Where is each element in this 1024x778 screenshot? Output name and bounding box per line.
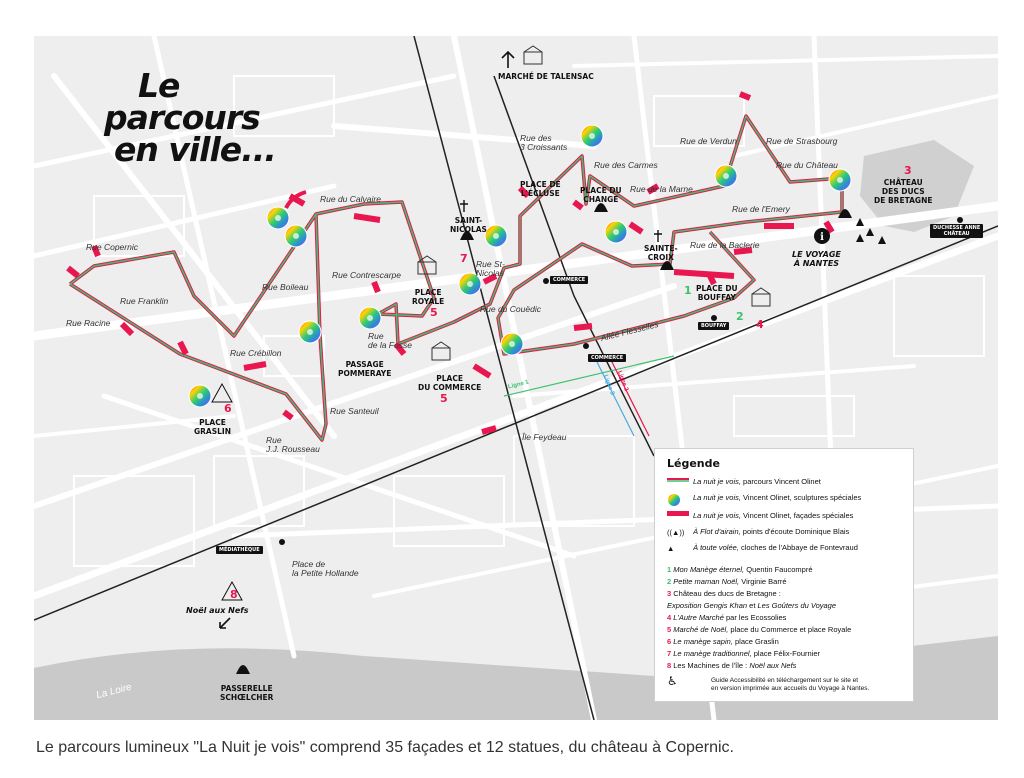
loire-label: La Loire bbox=[95, 681, 133, 702]
legend-item-1: 1 Mon Manège éternel, Quentin Faucompré bbox=[667, 565, 813, 574]
place-saint-nicolas: SAINT- NICOLAS bbox=[450, 216, 487, 234]
map-legend bbox=[654, 448, 914, 702]
street-copernic: Rue Copernic bbox=[86, 242, 138, 252]
street-crebillon: Rue Crébillon bbox=[230, 348, 282, 358]
marker-1: 1 bbox=[684, 284, 692, 297]
map-caption: Le parcours lumineux "La Nuit je vois" comprend 35 façades et 12 statues, du château à Copernic. bbox=[36, 739, 734, 756]
place-noel-nefs: Noël aux Nefs bbox=[186, 606, 249, 615]
place-bouffay: PLACE DU BOUFFAY bbox=[696, 284, 738, 302]
street-petite-hollande: Place de la Petite Hollande bbox=[292, 559, 359, 578]
legend-route: La nuit je vois, parcours Vincent Olinet bbox=[693, 477, 821, 486]
place-ecluse: PLACE DE L'ÉCLUSE bbox=[520, 180, 561, 198]
street-st-nicolas: Rue St- Nicolas bbox=[476, 259, 505, 278]
street-calvaire: Rue du Calvaire bbox=[320, 194, 381, 204]
accessibility-icons: ♿︎ bbox=[667, 674, 678, 688]
street-santeuil: Rue Santeuil bbox=[330, 406, 379, 416]
passage-pommeraye: PASSAGE POMMERAYE bbox=[338, 360, 392, 378]
street-verdun: Rue de Verdun bbox=[680, 136, 737, 146]
legend-accessibility: ♿︎ Guide Accessibilité en téléchargement sur le site et en version imprimée aux accueils du Voyage à Nantes. bbox=[667, 674, 870, 692]
place-sainte-croix: SAINTE- CROIX bbox=[644, 244, 678, 262]
place-commerce: PLACE DU COMMERCE bbox=[418, 374, 482, 392]
street-chateau: Rue du Château bbox=[776, 160, 838, 170]
tram-ligne-3: Ligne 3 bbox=[602, 374, 615, 396]
legend-facades: La nuit je vois, Vincent Olinet, façades spéciales bbox=[667, 511, 853, 520]
legend-item-8: 8 Les Machines de l'île : Noël aux Nefs bbox=[667, 661, 797, 670]
street-3-croissants: Rue des 3 Croissants bbox=[520, 133, 568, 152]
street-racine: Rue Racine bbox=[66, 318, 111, 328]
marker-6: 6 bbox=[224, 402, 232, 415]
street-fosse: Rue de la Fosse bbox=[368, 331, 412, 350]
tram-ligne-2: Ligne 2 bbox=[616, 370, 629, 392]
marker-3: 3 bbox=[904, 164, 912, 177]
street-contrescarpe: Rue Contrescarpe bbox=[332, 270, 401, 280]
bell-icon: ▲ bbox=[667, 543, 675, 553]
marker-2: 2 bbox=[736, 310, 744, 323]
title-line-2: parcours bbox=[104, 98, 260, 137]
place-voyage-nantes: LE VOYAGE À NANTES bbox=[792, 250, 841, 268]
noel-arrow-icon bbox=[220, 618, 230, 628]
legend-item-3b: Exposition Gengis Khan et Les Goûters du Voyage bbox=[667, 601, 837, 610]
place-marche-talensac: MARCHÉ DE TALENSAC bbox=[498, 72, 594, 81]
marker-5-royale: 5 bbox=[430, 306, 438, 319]
place-royale: PLACE ROYALE bbox=[412, 288, 445, 306]
street-baclerie: Rue de la Baclerie bbox=[690, 240, 760, 250]
street-marne: Rue de la Marne bbox=[630, 184, 693, 194]
marker-4: 4 bbox=[756, 318, 764, 331]
station-bouffay: BOUFFAY bbox=[698, 322, 729, 330]
street-flesselles: Allée Flesselles bbox=[599, 319, 660, 343]
title-line-3: en ville... bbox=[114, 130, 276, 169]
place-graslin: PLACE GRASLIN bbox=[194, 418, 231, 436]
street-feydeau: Île Feydeau bbox=[522, 432, 567, 442]
legend-item-4: 4 L'Autre Marché par les Ecossolies bbox=[667, 613, 787, 622]
marker-7: 7 bbox=[460, 252, 468, 265]
map-title bbox=[104, 66, 276, 169]
title-line-1: Le bbox=[138, 66, 180, 105]
street-carmes: Rue des Carmes bbox=[594, 160, 658, 170]
station-commerce-b: COMMERCE bbox=[588, 354, 626, 362]
marker-5-commerce: 5 bbox=[440, 392, 448, 405]
station-duchesse-anne: DUCHESSE ANNE CHÂTEAU bbox=[930, 224, 983, 238]
legend-item-3: 3 Château des ducs de Bretagne : bbox=[667, 589, 781, 598]
legend-item-7: 7 Le manège traditionnel, place Félix-Fournier bbox=[667, 649, 821, 658]
legend-item-2: 2 Petite maman Noël, Virginie Barré bbox=[667, 577, 787, 586]
legend-toute-volee: ▲ À toute volée, cloches de l'Abbaye de Fontevraud bbox=[667, 543, 858, 553]
legend-flot-airain: ((▲)) À Flot d'airain, points d'écoute Dominique Blais bbox=[667, 527, 850, 537]
legend-sculptures: La nuit je vois, Vincent Olinet, sculptures spéciales bbox=[667, 493, 861, 502]
city-map bbox=[34, 36, 998, 720]
station-mediatheque: MÉDIATHÈQUE bbox=[216, 546, 263, 554]
north-arrow-icon bbox=[502, 52, 514, 68]
marker-8: 8 bbox=[230, 588, 238, 601]
legend-item-5: 5 Marché de Noël, place du Commerce et place Royale bbox=[667, 625, 852, 634]
svg-text:i: i bbox=[820, 232, 824, 243]
place-chateau: CHÂTEAU DES DUCS DE BRETAGNE bbox=[874, 178, 933, 205]
place-passerelle: PASSERELLE SCHŒLCHER bbox=[220, 684, 274, 702]
street-strasbourg: Rue de Strasbourg bbox=[766, 136, 838, 146]
tram-ligne-1: Ligne 1 bbox=[507, 379, 530, 391]
street-emery: Rue de l'Emery bbox=[732, 204, 790, 214]
place-change: PLACE DU CHANGE bbox=[580, 186, 622, 204]
street-couedic: Rue du Couëdic bbox=[480, 304, 541, 314]
street-franklin: Rue Franklin bbox=[120, 296, 169, 306]
street-rousseau: Rue J.J. Rousseau bbox=[266, 435, 320, 454]
station-commerce-a: COMMERCE bbox=[550, 276, 588, 284]
bell-waves-icon: ((▲)) bbox=[667, 527, 685, 537]
legend-item-6: 6 Le manège sapin, place Graslin bbox=[667, 637, 779, 646]
street-boileau: Rue Boileau bbox=[262, 282, 309, 292]
legend-title: Légende bbox=[667, 457, 720, 470]
